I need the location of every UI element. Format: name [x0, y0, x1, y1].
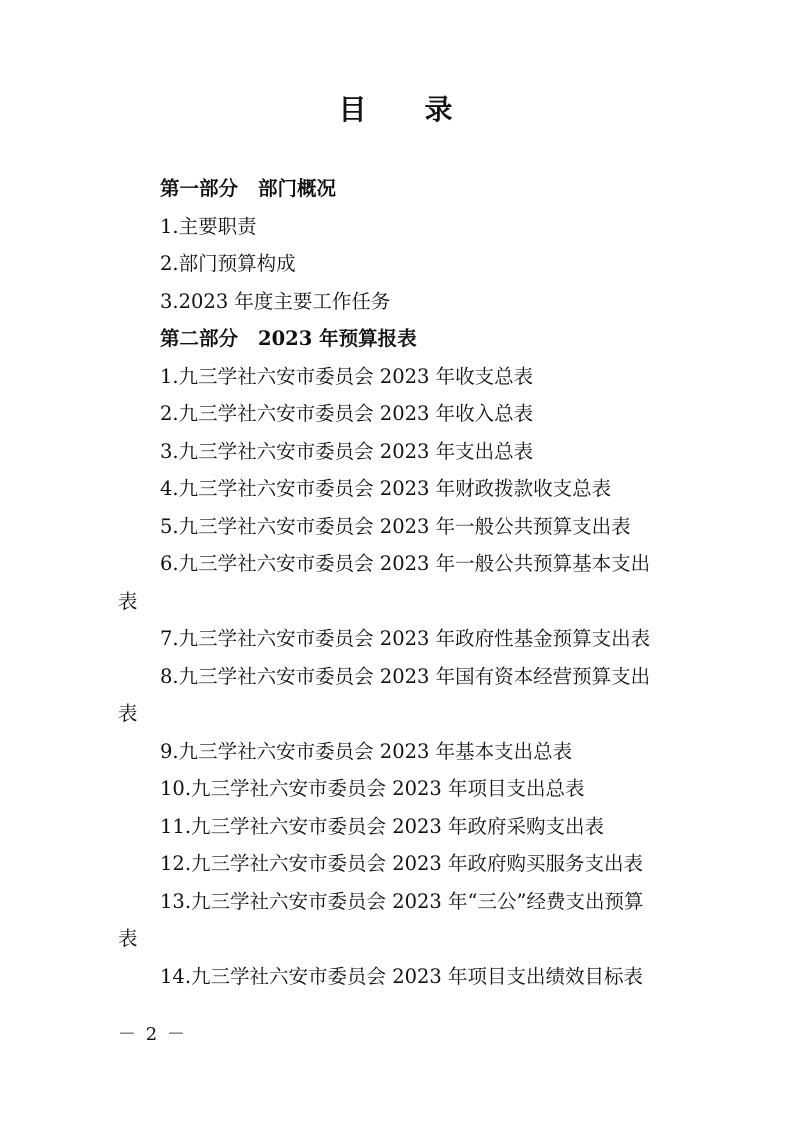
toc-item: 10.九三学社六安市委员会 2023 年项目支出总表	[160, 777, 585, 800]
page-number: － 2 －	[118, 1024, 187, 1045]
toc-item: 9.九三学社六安市委员会 2023 年基本支出总表	[160, 739, 573, 763]
toc-part-1-heading	[118, 170, 678, 208]
toc-item: 2.部门预算构成	[160, 252, 296, 275]
part-2-title: 2023 年预算报表	[258, 327, 417, 350]
toc-item-continuation: 表	[118, 589, 138, 613]
toc-item: 12.九三学社六安市委员会 2023 年政府购买服务支出表	[160, 852, 644, 875]
toc-item: 2.九三学社六安市委员会 2023 年收入总表	[160, 402, 534, 425]
toc-item: 7.九三学社六安市委员会 2023 年政府性基金预算支出表	[160, 627, 651, 650]
toc-item: 13.九三学社六安市委员会 2023 年“三公”经费支出预算	[160, 889, 644, 913]
page-title	[0, 88, 793, 128]
toc-item: 11.九三学社六安市委员会 2023 年政府采购支出表	[160, 814, 605, 838]
toc-item: 6.九三学社六安市委员会 2023 年一般公共预算基本支出	[160, 552, 651, 575]
toc-item: 1.九三学社六安市委员会 2023 年收支总表	[160, 364, 534, 388]
toc-item: 5.九三学社六安市委员会 2023 年一般公共预算支出表	[160, 514, 631, 538]
title-char-1: 目	[338, 93, 369, 126]
part-2-label: 第二部分	[160, 327, 239, 350]
toc-item: 1.主要职责	[160, 214, 257, 238]
title-char-2: 录	[424, 93, 455, 126]
toc-item-continuation: 表	[118, 927, 138, 950]
toc-item: 3.2023 年度主要工作任务	[160, 289, 391, 313]
part-1-label: 第一部分	[160, 177, 239, 200]
toc-item: 14.九三学社六安市委员会 2023 年项目支出绩效目标表	[160, 964, 644, 988]
toc-part-2-heading	[118, 320, 678, 358]
toc-item: 8.九三学社六安市委员会 2023 年国有资本经营预算支出	[160, 664, 651, 688]
toc-item: 3.九三学社六安市委员会 2023 年支出总表	[160, 439, 534, 463]
part-1-title: 部门概况	[258, 177, 337, 200]
toc-item-continuation: 表	[118, 702, 138, 725]
table-of-contents	[118, 170, 678, 995]
toc-item: 4.九三学社六安市委员会 2023 年财政拨款收支总表	[160, 477, 612, 500]
